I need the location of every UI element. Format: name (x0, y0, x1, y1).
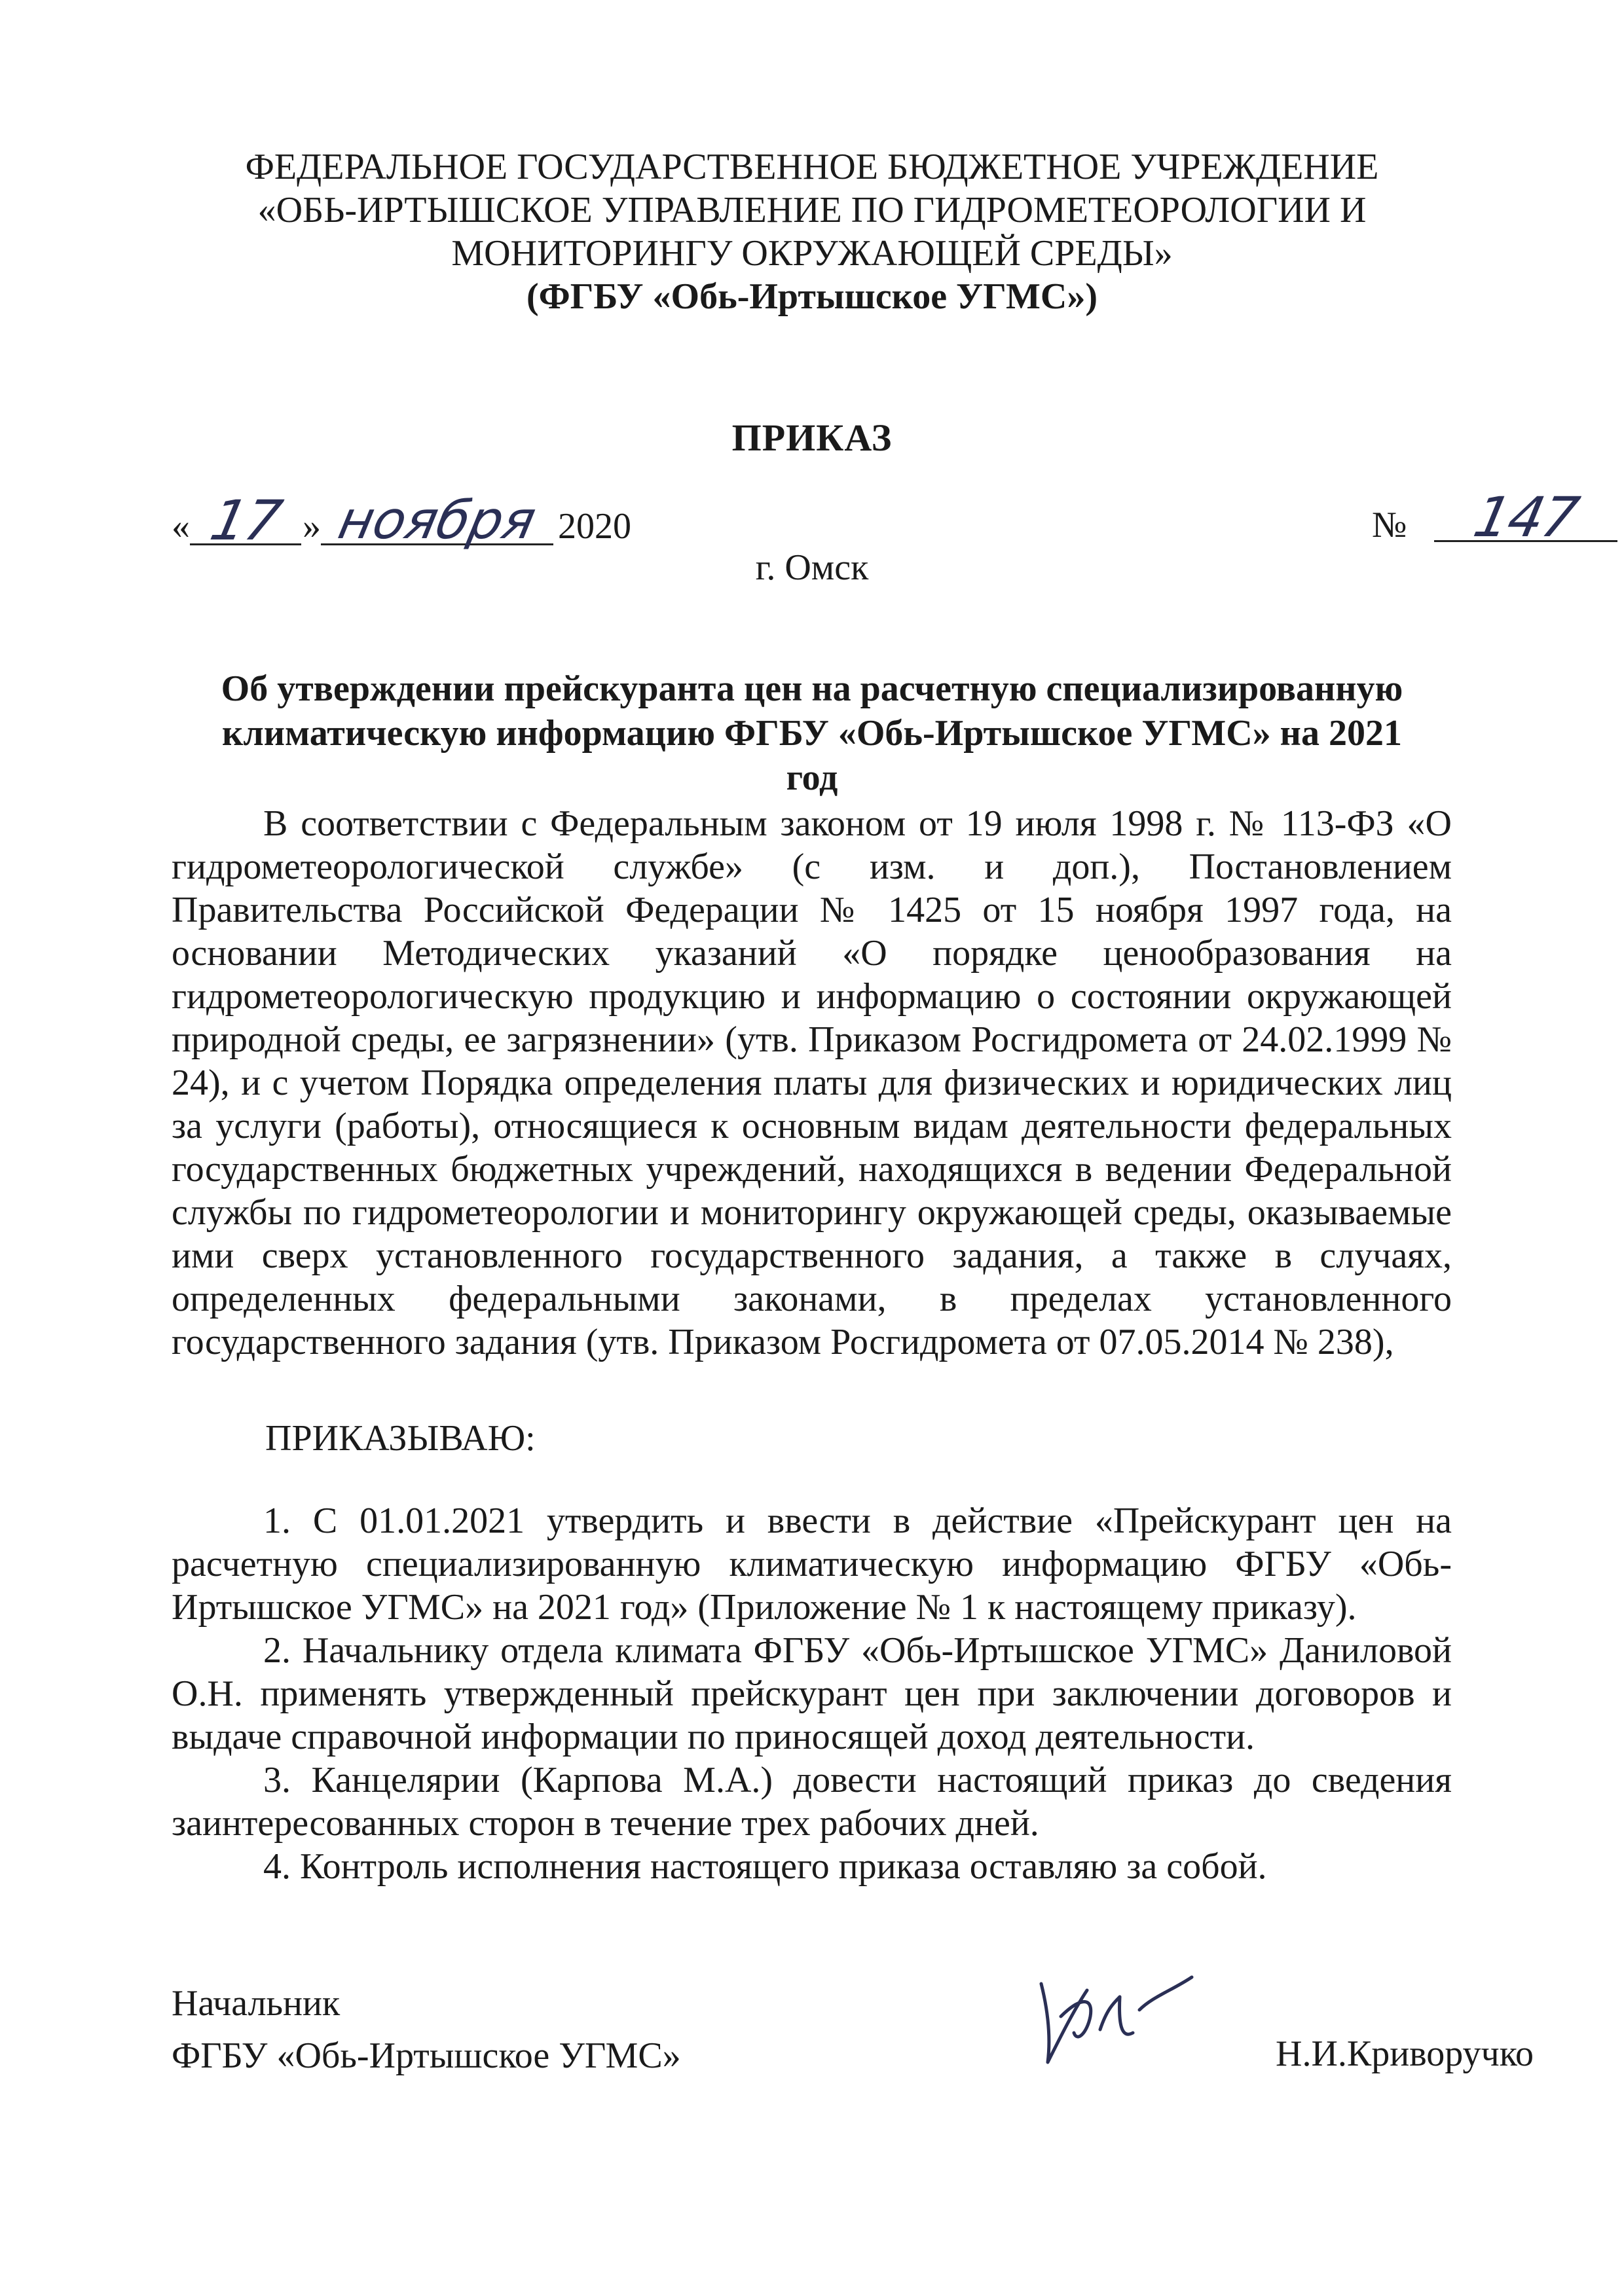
header-abbreviation: (ФГБУ «Обь-Иртышское УГМС») (526, 276, 1098, 317)
subject-line-2: климатическую информацию ФГБУ «Обь-Иртышское УГМС» на 2021 год (222, 713, 1402, 798)
date-year: 2020 (558, 506, 631, 547)
order-item-2: 2. Начальнику отдела климата ФГБУ «Обь-Иртышское УГМС» Даниловой О.Н. применять утвержденный прейскурант цен при заключении договоров и выдаче справочной информации по приносящей доход деятельности. (172, 1630, 1452, 1757)
order-item-1: 1. С 01.01.2021 утвердить и ввести в действие «Прейскурант цен на расчетную специализированную климатическую информацию ФГБУ «Обь-Иртышское УГМС» на 2021 год» (Приложение № 1 к настоящему приказу). (172, 1501, 1452, 1628)
header-line-2: «ОБЬ-ИРТЫШСКОЕ УПРАВЛЕНИЕ ПО ГИДРОМЕТЕОРОЛОГИИ И (257, 190, 1367, 230)
number-field (1434, 485, 1617, 549)
date-month-handwritten: ноября (333, 490, 542, 551)
header-line-3: МОНИТОРИНГУ ОКРУЖАЮЩЕЙ СРЕДЫ» (451, 233, 1173, 274)
handwritten-signature (1022, 1971, 1205, 2069)
date-quote-close: » (303, 506, 321, 547)
organization-header (170, 145, 1454, 318)
subject-line-1: Об утверждении прейскуранта цен на расчетную специализированную (221, 668, 1403, 709)
order-item-3: 3. Канцелярии (Карпова М.А.) довести настоящий приказ до сведения заинтересованных сторон в течение трех рабочих дней. (172, 1760, 1452, 1844)
signatory-position-line-1: Начальник (172, 1983, 341, 2024)
order-word: ПРИКАЗЫВАЮ: (265, 1418, 536, 1459)
number-label: № (1372, 505, 1407, 545)
order-title: ПРИКАЗ (731, 416, 893, 459)
order-subject (196, 666, 1428, 800)
signatory-position-line-2: ФГБУ «Обь-Иртышское УГМС» (172, 2035, 681, 2076)
number-handwritten: 147 (1468, 485, 1583, 549)
signatory-name: Н.И.Криворучко (1276, 2033, 1534, 2074)
order-item-4: 4. Контроль исполнения настоящего приказа оставляю за собой. (263, 1846, 1267, 1887)
preamble-paragraph: В соответствии с Федеральным законом от 19 июля 1998 г. № 113-ФЗ «О гидрометеорологической службе» (с изм. и доп.), Постановлением Правительства Российской Федерации № 1425 от 15 ноября 1997 года, на основании Методических указаний «О порядке ценообразования на гидрометеорологическую продукцию и информацию о состоянии окружающей природной среды, ее загрязнении» (утв. Приказом Росгидромета от 24.02.1999 № 24), и с учетом Порядка определения платы для физических и юридических лиц за услуги (работы), относящиеся к основным видам деятельности федеральных государственных бюджетных учреждений, находящихся в ведении Федеральной службы по гидрометеорологии и мониторингу окружающей среды, оказываемые ими сверх установленного государственного задания, а также в случаях, определенных федеральными законами, в пределах установленного государственного задания (утв. Приказом Росгидромета от 07.05.2014 № 238), (172, 803, 1452, 1362)
date-day-field (190, 488, 301, 553)
signatory-position (172, 1977, 681, 2082)
date-quote-open: « (172, 506, 190, 547)
header-line-1: ФЕДЕРАЛЬНОЕ ГОСУДАРСТВЕННОЕ БЮДЖЕТНОЕ УЧРЕЖДЕНИЕ (245, 147, 1379, 187)
date-day-handwritten: 17 (205, 488, 286, 553)
city: г. Омск (755, 547, 869, 588)
date-month-field (321, 490, 553, 551)
order-items (172, 1499, 1452, 1888)
